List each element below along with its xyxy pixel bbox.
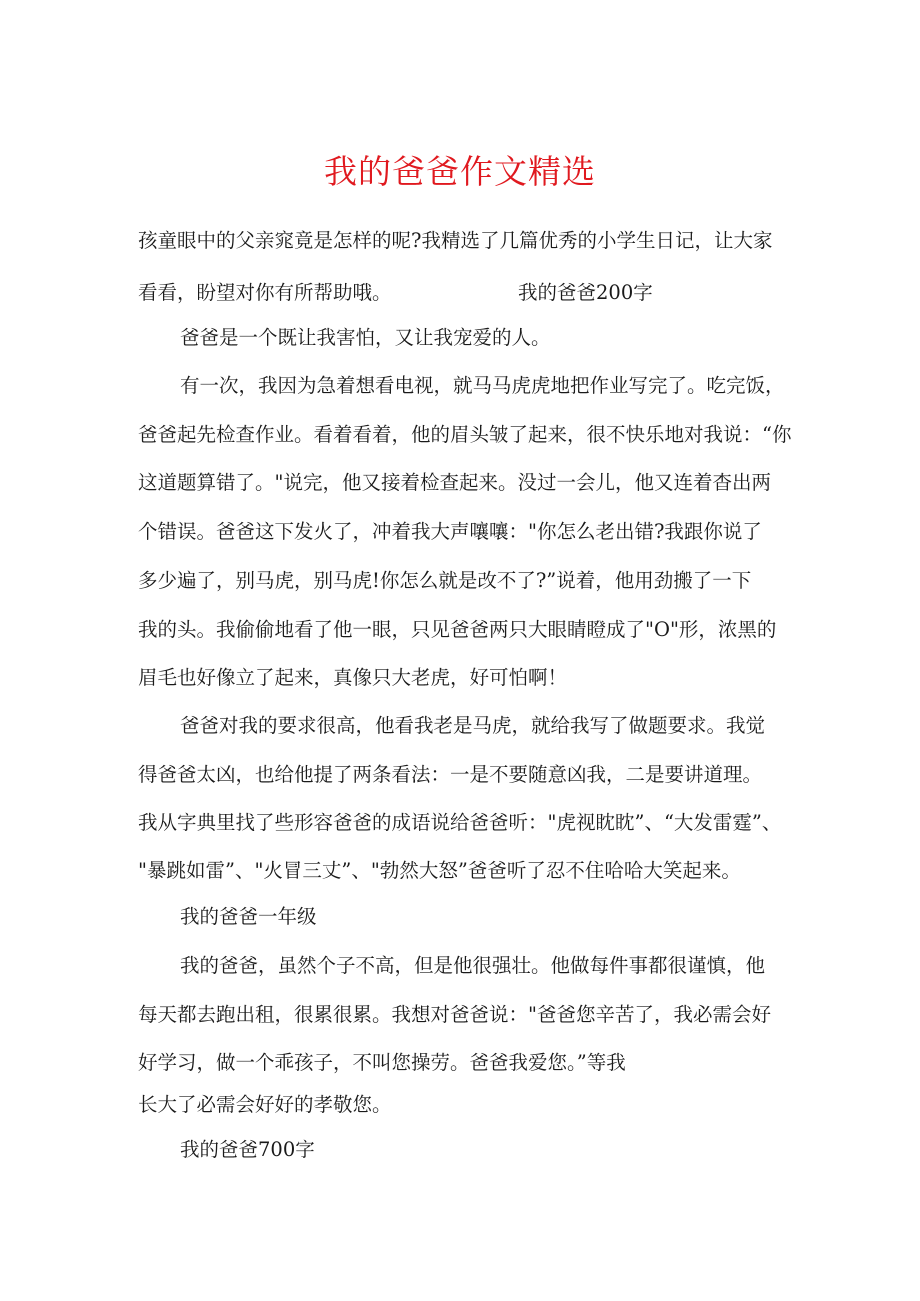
paragraph-3-line-4: "暴跳如雷”、"火冒三丈”、"勃然大怒”爸爸听了忍不住哈哈大笑起来。 xyxy=(138,859,741,882)
intro-line-2: 看看，盼望对你有所帮助哦。 xyxy=(138,281,392,304)
paragraph-3-line-3: 我从字典里找了些形容爸爸的成语说给爸爸听："虎视眈眈”、“大发雷霆”、 xyxy=(138,811,782,834)
paragraph-2-line-1: 有一次，我因为急着想看电视，就马马虎虎地把作业写完了。吃完饭， xyxy=(180,374,785,397)
paragraph-4-line-1: 我的爸爸，虽然个子不高，但是他很强壮。他做每件事都很谨慎，他 xyxy=(180,954,766,977)
section-heading-grade1: 我的爸爸一年级 xyxy=(180,905,317,928)
paragraph-4-line-3: 好学习，做一个乖孩子，不叫您操劳。爸爸我爱您。”等我 xyxy=(138,1051,626,1074)
document-title: 我的爸爸作文精选 xyxy=(324,152,596,191)
paragraph-2-line-5: 多少遍了，别马虎，别马虎!你怎么就是改不了?”说着，他用劲搬了一下 xyxy=(138,569,752,592)
paragraph-3-line-1: 爸爸对我的要求很高，他看我老是马虎，就给我写了做题要求。我觉 xyxy=(180,714,766,737)
paragraph-4-line-2: 每天都去跑出租，很累很累。我想对爸爸说："爸爸您辛苦了，我必需会好 xyxy=(138,1003,771,1026)
paragraph-2-line-7: 眉毛也好像立了起来，真像只大老虎，好可怕啊！ xyxy=(138,666,568,689)
paragraph-3-line-2: 得爸爸太凶，也给他提了两条看法：一是不要随意凶我，二是要讲道理。 xyxy=(138,763,763,786)
paragraph-4-line-4: 长大了必需会好好的孝敬您。 xyxy=(138,1093,392,1116)
paragraph-2-line-2: 爸爸起先检查作业。看着看着，他的眉头皱了起来，很不快乐地对我说：“你 xyxy=(138,423,792,446)
paragraph-2-line-6: 我的头。我偷偷地看了他一眼，只见爸爸两只大眼睛瞪成了"O"形，浓黑的 xyxy=(138,618,777,641)
paragraph-1: 爸爸是一个既让我害怕，又让我宠爱的人。 xyxy=(180,326,551,349)
section-heading-200: 我的爸爸200字 xyxy=(518,281,653,304)
intro-line-1: 孩童眼中的父亲窕竟是怎样的呢?我精选了几篇优秀的小学生日记，让大家 xyxy=(138,229,773,252)
paragraph-2-line-3: 这道题算错了。"说完，他又接着检查起来。没过一会儿，他又连着杳出两 xyxy=(138,471,771,494)
paragraph-2-line-4: 个错误。爸爸这下发火了，冲着我大声嚷嚷："你怎么老出错?我跟你说了 xyxy=(138,520,762,543)
section-heading-700: 我的爸爸700字 xyxy=(180,1138,315,1161)
